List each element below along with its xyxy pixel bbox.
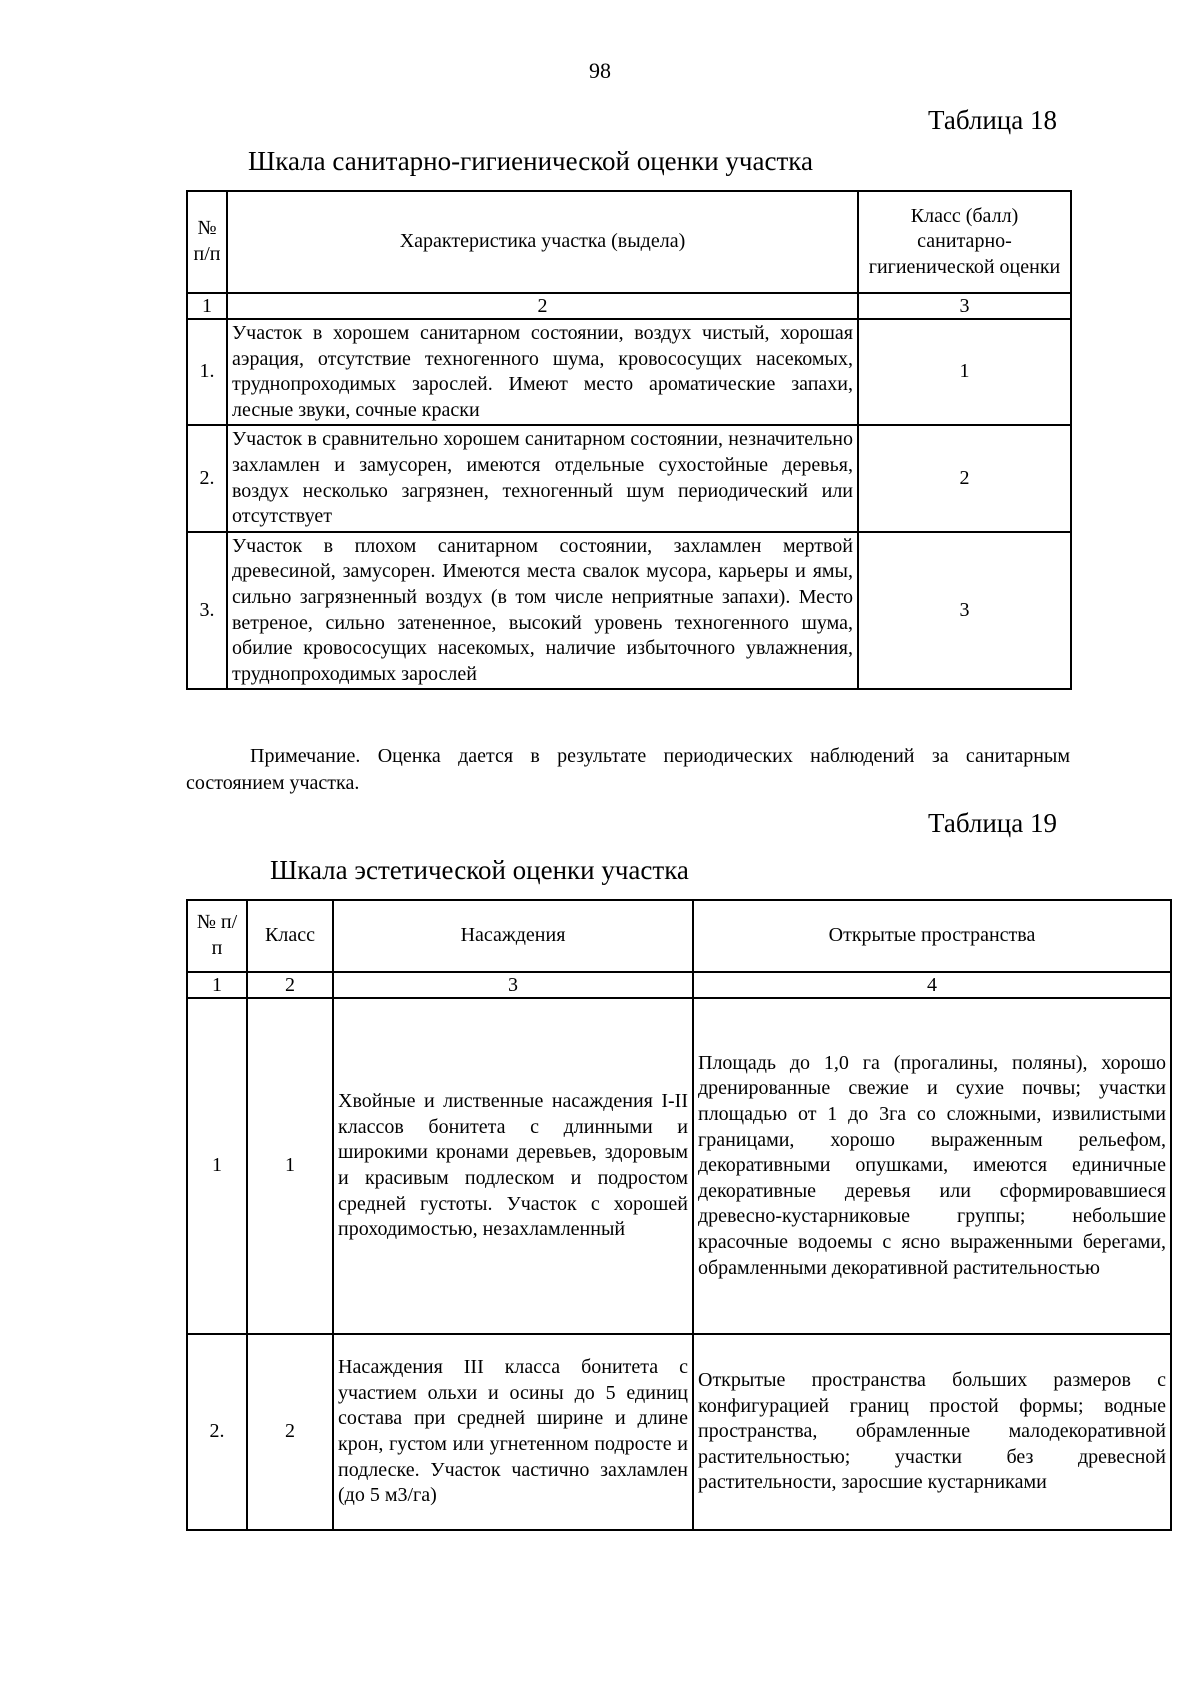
- table-19-label: Таблица 19: [928, 808, 1057, 838]
- column-number-row: [187, 293, 1071, 319]
- header-characteristic: Характеристика участка (выдела): [227, 191, 858, 293]
- table-19: [186, 899, 1172, 1531]
- col-number: 4: [693, 972, 1171, 998]
- table-19-header-row: [187, 900, 1171, 972]
- row-class: 1: [858, 319, 1071, 425]
- header-open-spaces: Открытые пространства: [693, 900, 1171, 972]
- table-18: [186, 190, 1072, 690]
- table-row: [187, 532, 1071, 690]
- row-plantings: Насаждения III класса бонитета с участием ольхи и осины до 5 единиц состава при средней ширине и длине крон, густом или угнетенном подросте и подлеске. Участок частично захламлен (до 5 м3/га): [333, 1334, 693, 1530]
- header-plantings: Насаждения: [333, 900, 693, 972]
- table-18-label: Таблица 18: [928, 105, 1057, 135]
- col-number: 2: [227, 293, 858, 319]
- row-num: 2.: [187, 1334, 247, 1530]
- col-number: 1: [187, 972, 247, 998]
- row-characteristic: Участок в хорошем санитарном состоянии, воздух чистый, хорошая аэрация, отсутствие техногенного шума, кровососущих насекомых, труднопроходимых зарослей. Имеют место ароматические запахи, лесные звуки, сочные краски: [227, 319, 858, 425]
- row-class: 2: [247, 1334, 333, 1530]
- header-num: № п/п: [187, 900, 247, 972]
- col-number: 3: [333, 972, 693, 998]
- page-number: 98: [589, 58, 611, 83]
- row-characteristic: Участок в сравнительно хорошем санитарном состоянии, незначительно захламлен и замусорен, имеются отдельные сухостойные деревья, воздух несколько загрязнен, техногенный шум периодический или отсутствует: [227, 425, 858, 531]
- col-number: 3: [858, 293, 1071, 319]
- row-class: 3: [858, 532, 1071, 690]
- row-num: 2.: [187, 425, 227, 531]
- table-row: [187, 998, 1171, 1334]
- table-18-header-row: [187, 191, 1071, 293]
- row-characteristic: Участок в плохом санитарном состоянии, захламлен мертвой древесиной, замусорен. Имеются места свалок мусора, карьеры и ямы, сильно загрязненный воздух (в том числе неприятные запахи). Место ветреное, сильно затененное, высокий уровень техногенного шума, обилие кровососущих насекомых, наличие избыточного увлажнения, труднопроходимых зарослей: [227, 532, 858, 690]
- row-num: 1.: [187, 319, 227, 425]
- row-class: 1: [247, 998, 333, 1334]
- table-row: [187, 425, 1071, 531]
- row-plantings: Хвойные и лиственные насаждения I-II классов бонитета с длинными и широкими кронами деревьев, здоровым и красивым подлеском и подростом средней густоты. Участок с хорошей проходимостью, незахламленный: [333, 998, 693, 1334]
- row-num: 1: [187, 998, 247, 1334]
- col-number: 2: [247, 972, 333, 998]
- table-18-note: Примечание. Оценка дается в результате периодических наблюдений за санитарным состоянием участка.: [186, 745, 1070, 794]
- column-number-row: [187, 972, 1171, 998]
- row-class: 2: [858, 425, 1071, 531]
- table-row: [187, 1334, 1171, 1530]
- row-open-spaces: Площадь до 1,0 га (прогалины, поляны), хорошо дренированные свежие и сухие почвы; участки площадью от 1 до 3га со сложными, извилистыми границами, хорошо выраженным рельефом, декоративными опушками, имеются единичные декоративные деревья или сформировавшиеся древесно-кустарниковые группы; небольшие красочные водоемы с ясно выраженными берегами, обрамленными декоративной растительностью: [693, 998, 1171, 1334]
- col-number: 1: [187, 293, 227, 319]
- header-class: Класс: [247, 900, 333, 972]
- table-row: [187, 319, 1071, 425]
- row-open-spaces: Открытые пространства больших размеров с конфигурацией границ простой формы; водные пространства, обрамленные малодекоративной растительностью; участки без древесной растительности, заросшие кустарниками: [693, 1334, 1171, 1530]
- header-class: Класс (балл) санитарно-гигиенической оценки: [858, 191, 1071, 293]
- table-19-title: Шкала эстетической оценки участка: [270, 855, 689, 885]
- row-num: 3.: [187, 532, 227, 690]
- header-num: № п/п: [187, 191, 227, 293]
- table-18-title: Шкала санитарно-гигиенической оценки участка: [248, 146, 813, 176]
